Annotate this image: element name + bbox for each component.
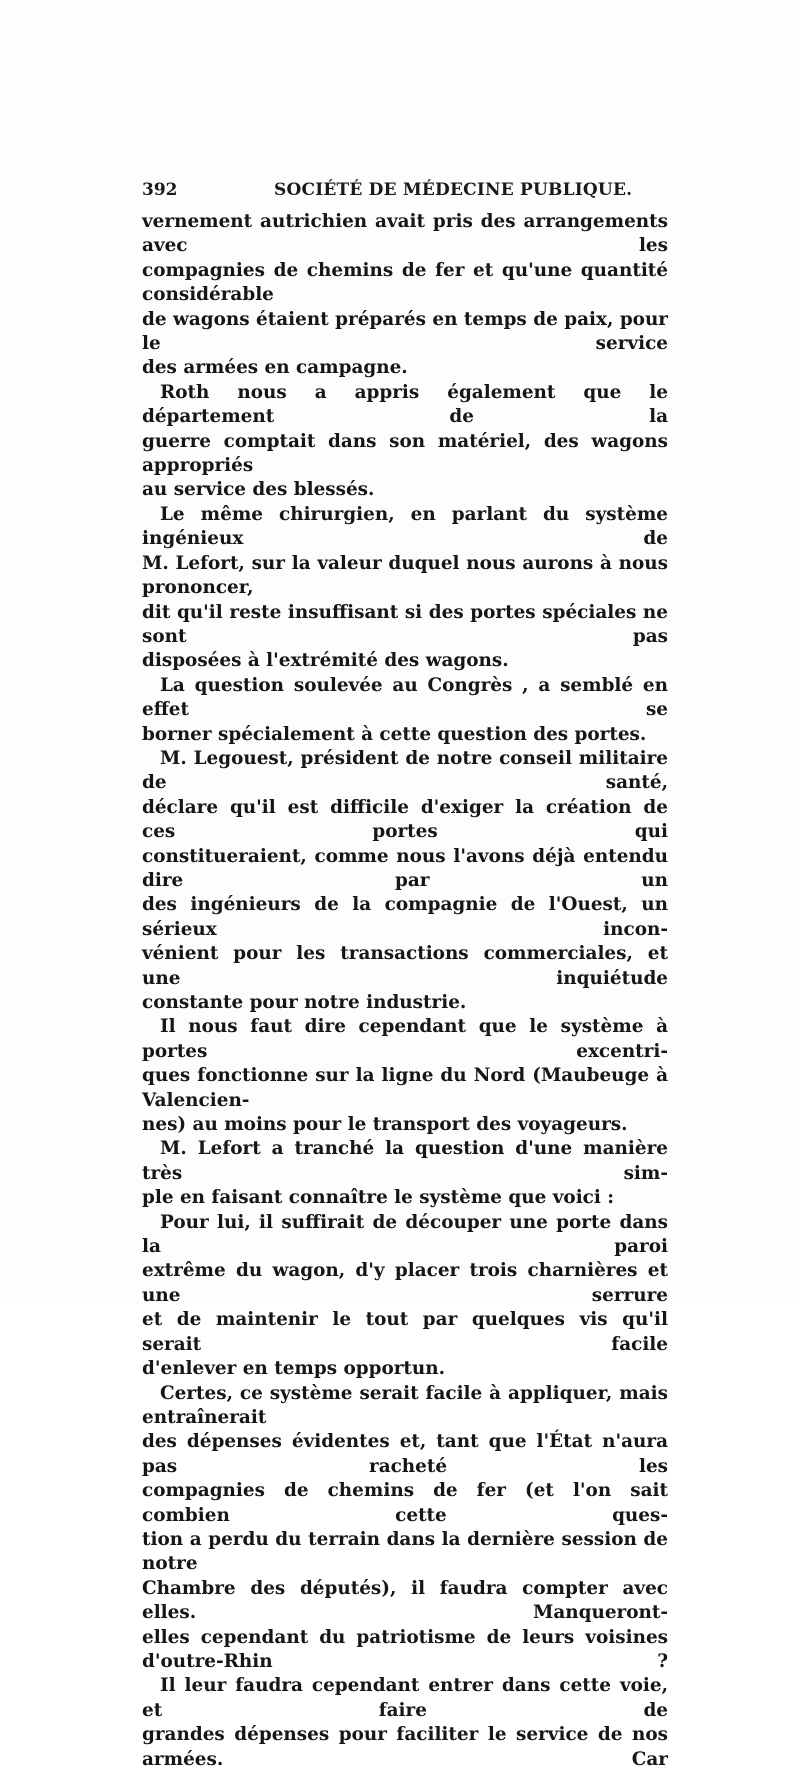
- text-line: M. Lefort a tranché la question d'une manière très sim-: [142, 1138, 668, 1184]
- text-line: Il nous faut dire cependant que le système à portes excentri-: [142, 1016, 668, 1062]
- text-line: des armées en campagne.: [142, 357, 408, 379]
- text-line: Pour lui, il suffirait de découper une porte dans la paroi: [142, 1211, 668, 1258]
- text-line: grandes dépenses pour faciliter le service de nos armées. Car: [142, 1724, 668, 1770]
- paragraph: [142, 1382, 668, 1675]
- paragraph: [142, 674, 668, 747]
- text-line: compagnies de chemins de fer (et l'on sait combien cette ques-: [142, 1480, 668, 1526]
- paragraph: [142, 1674, 668, 1772]
- text-line: des dépenses évidentes et, tant que l'État n'aura pas racheté les: [142, 1431, 668, 1477]
- text-line: Le même chirurgien, en parlant du système ingénieux de: [142, 503, 668, 550]
- paragraph: [142, 1137, 668, 1210]
- text-line: vénient pour les transactions commerciales, et une inquiétude: [142, 943, 668, 989]
- paragraph: [142, 1211, 668, 1382]
- text-line: M. Legouest, président de notre conseil militaire de santé,: [142, 747, 668, 794]
- text-line: elles cependant du patriotisme de leurs voisines d'outre-Rhin ?: [142, 1626, 668, 1672]
- paragraph: [142, 503, 668, 674]
- text-line: M. Lefort, sur la valeur duquel nous aurons à nous prononcer,: [142, 552, 668, 599]
- text-line: guerre comptait dans son matériel, des wagons appropriés: [142, 430, 668, 477]
- text-line: et de maintenir le tout par quelques vis qu'il serait facile: [142, 1309, 668, 1355]
- text-line: compagnies de chemins de fer et qu'une quantité considérable: [142, 259, 668, 306]
- text-line: constitueraient, comme nous l'avons déjà entendu dire par un: [142, 845, 668, 891]
- text-line: ques fonctionne sur la ligne du Nord (Maubeuge à Valencien-: [142, 1065, 668, 1111]
- text-line: des ingénieurs de la compagnie de l'Ouest, un sérieux incon-: [142, 894, 668, 940]
- text-line: dit qu'il reste insuffisant si des portes spéciales ne sont pas: [142, 601, 668, 647]
- page-header: [142, 180, 666, 208]
- text-line: Il leur faudra cependant entrer dans cette voie, et faire de: [142, 1675, 668, 1721]
- text-line: La question soulevée au Congrès , a semblé en effet se: [142, 674, 668, 721]
- text-line: tion a perdu du terrain dans la dernière session de notre: [142, 1528, 668, 1575]
- page-number: 392: [142, 180, 178, 200]
- text-line: ple en faisant connaître le système que voici :: [142, 1187, 615, 1209]
- paragraph: [142, 1015, 668, 1137]
- text-line: déclare qu'il est difficile d'exiger la création de ces portes qui: [142, 796, 668, 843]
- paragraph: [142, 747, 668, 1015]
- text-line: au service des blessés.: [142, 479, 375, 501]
- text-line: vernement autrichien avait pris des arrangements avec les: [142, 211, 668, 257]
- text-line: borner spécialement à cette question des portes.: [142, 723, 647, 745]
- text-line: Certes, ce système serait facile à appliquer, mais entraînerait: [142, 1382, 668, 1428]
- text-line: d'enlever en temps opportun.: [142, 1358, 446, 1380]
- text-line: Roth nous a appris également que le département de la: [142, 381, 668, 428]
- paragraph: [142, 210, 668, 381]
- text-line: constante pour notre industrie.: [142, 992, 467, 1013]
- text-line: extrême du wagon, d'y placer trois charnières et une serrure: [142, 1260, 668, 1306]
- body-text: [142, 210, 668, 1772]
- text-line: nes) au moins pour le transport des voyageurs.: [142, 1114, 628, 1136]
- running-title: SOCIÉTÉ DE MÉDECINE PUBLIQUE.: [274, 180, 633, 200]
- text-line: Chambre des députés), il faudra compter avec elles. Manqueront-: [142, 1577, 668, 1624]
- text-line: disposées à l'extrémité des wagons.: [142, 650, 509, 672]
- text-line: de wagons étaient préparés en temps de paix, pour le service: [142, 308, 668, 355]
- paragraph: [142, 381, 668, 503]
